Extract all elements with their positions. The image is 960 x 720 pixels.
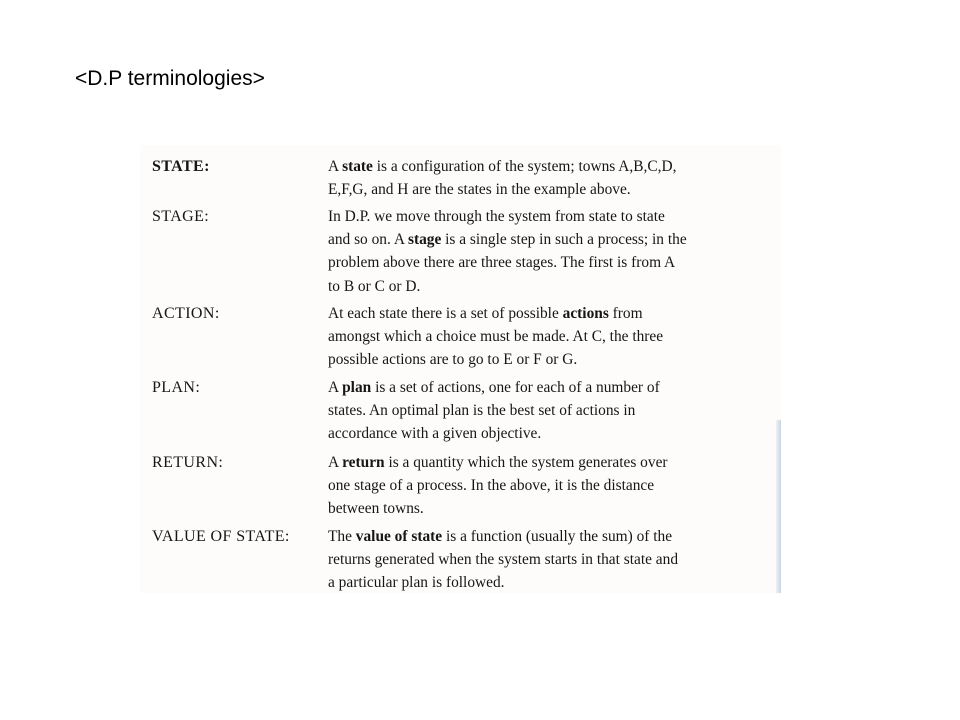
defined-term: return: [342, 454, 385, 471]
definition-line: [328, 451, 778, 474]
definition-line: [328, 548, 778, 571]
definition-line: [328, 422, 778, 445]
definition-line: [328, 228, 778, 251]
definition-line: [328, 275, 778, 298]
definition-text: to B or C or D.: [328, 277, 421, 295]
definition-text: The: [328, 528, 356, 545]
definition-text: returns generated when the system starts in that state and: [328, 551, 679, 569]
defined-term: value of state: [355, 528, 443, 545]
definition-line: [328, 348, 778, 371]
definition-line: [328, 205, 778, 228]
defined-term: plan: [342, 379, 372, 396]
definition-line: [328, 155, 778, 178]
definition-line: [328, 376, 778, 399]
slide-title: <D.P terminologies>: [75, 67, 265, 90]
definition-text: A: [328, 379, 343, 396]
definition-text: states. An optimal plan is the best set of actions in: [328, 402, 636, 420]
term-label: VALUE OF STATE:: [152, 528, 290, 545]
term-definition: [328, 376, 778, 446]
definition-text: At each state there is a set of possible: [328, 305, 563, 322]
term-label: ACTION:: [152, 305, 220, 322]
definition-text: and so on. A: [328, 231, 408, 249]
term-definition: [328, 205, 778, 298]
defined-term: stage: [407, 231, 442, 249]
definition-text: E,F,G, and H are the states in the example above.: [328, 181, 631, 199]
definition-text: is a function (usually the sum) of the: [442, 528, 673, 545]
term-definition: [328, 155, 778, 201]
defined-term: state: [342, 158, 373, 175]
definition-text: A: [328, 158, 343, 175]
definition-text: from: [608, 305, 643, 322]
definition-text: In D.P. we move through the system from state to state: [328, 208, 665, 225]
term-label: PLAN:: [152, 379, 201, 396]
definition-line: [328, 251, 778, 274]
term-label: RETURN:: [152, 454, 224, 471]
definition-text: one stage of a process. In the above, it is the distance: [328, 477, 655, 495]
definition-text: accordance with a given objective.: [328, 425, 542, 443]
definition-line: [328, 525, 778, 548]
scanned-terminology-page: [140, 145, 781, 593]
term-label: STAGE:: [152, 208, 210, 225]
definition-line: [328, 497, 778, 520]
definition-text: problem above there are three stages. The first is from A: [328, 254, 676, 272]
definition-text: is a single step in such a process; in the: [441, 231, 687, 249]
term-label: STATE:: [152, 158, 210, 175]
definition-text: possible actions are to go to E or F or G.: [328, 351, 578, 369]
term-definition: [328, 302, 778, 372]
term-definition: [328, 525, 778, 593]
definition-text: between towns.: [328, 500, 424, 518]
definition-text: is a set of actions, one for each of a number of: [371, 379, 660, 396]
definition-line: [328, 399, 778, 422]
defined-term: actions: [562, 305, 609, 322]
term-definition: [328, 451, 778, 521]
definition-line: [328, 571, 778, 593]
scan-edge-shadow: [776, 420, 781, 593]
definition-text: is a quantity which the system generates over: [384, 454, 668, 471]
definition-line: [328, 178, 778, 201]
definition-text: is a configuration of the system; towns A,B,C,D,: [372, 158, 677, 175]
definition-line: [328, 325, 778, 348]
definition-line: [328, 474, 778, 497]
definition-text: amongst which a choice must be made. At C, the three: [328, 328, 664, 346]
definition-text: a particular plan is followed.: [328, 574, 505, 592]
definition-text: A: [328, 454, 343, 471]
definition-line: [328, 302, 778, 325]
